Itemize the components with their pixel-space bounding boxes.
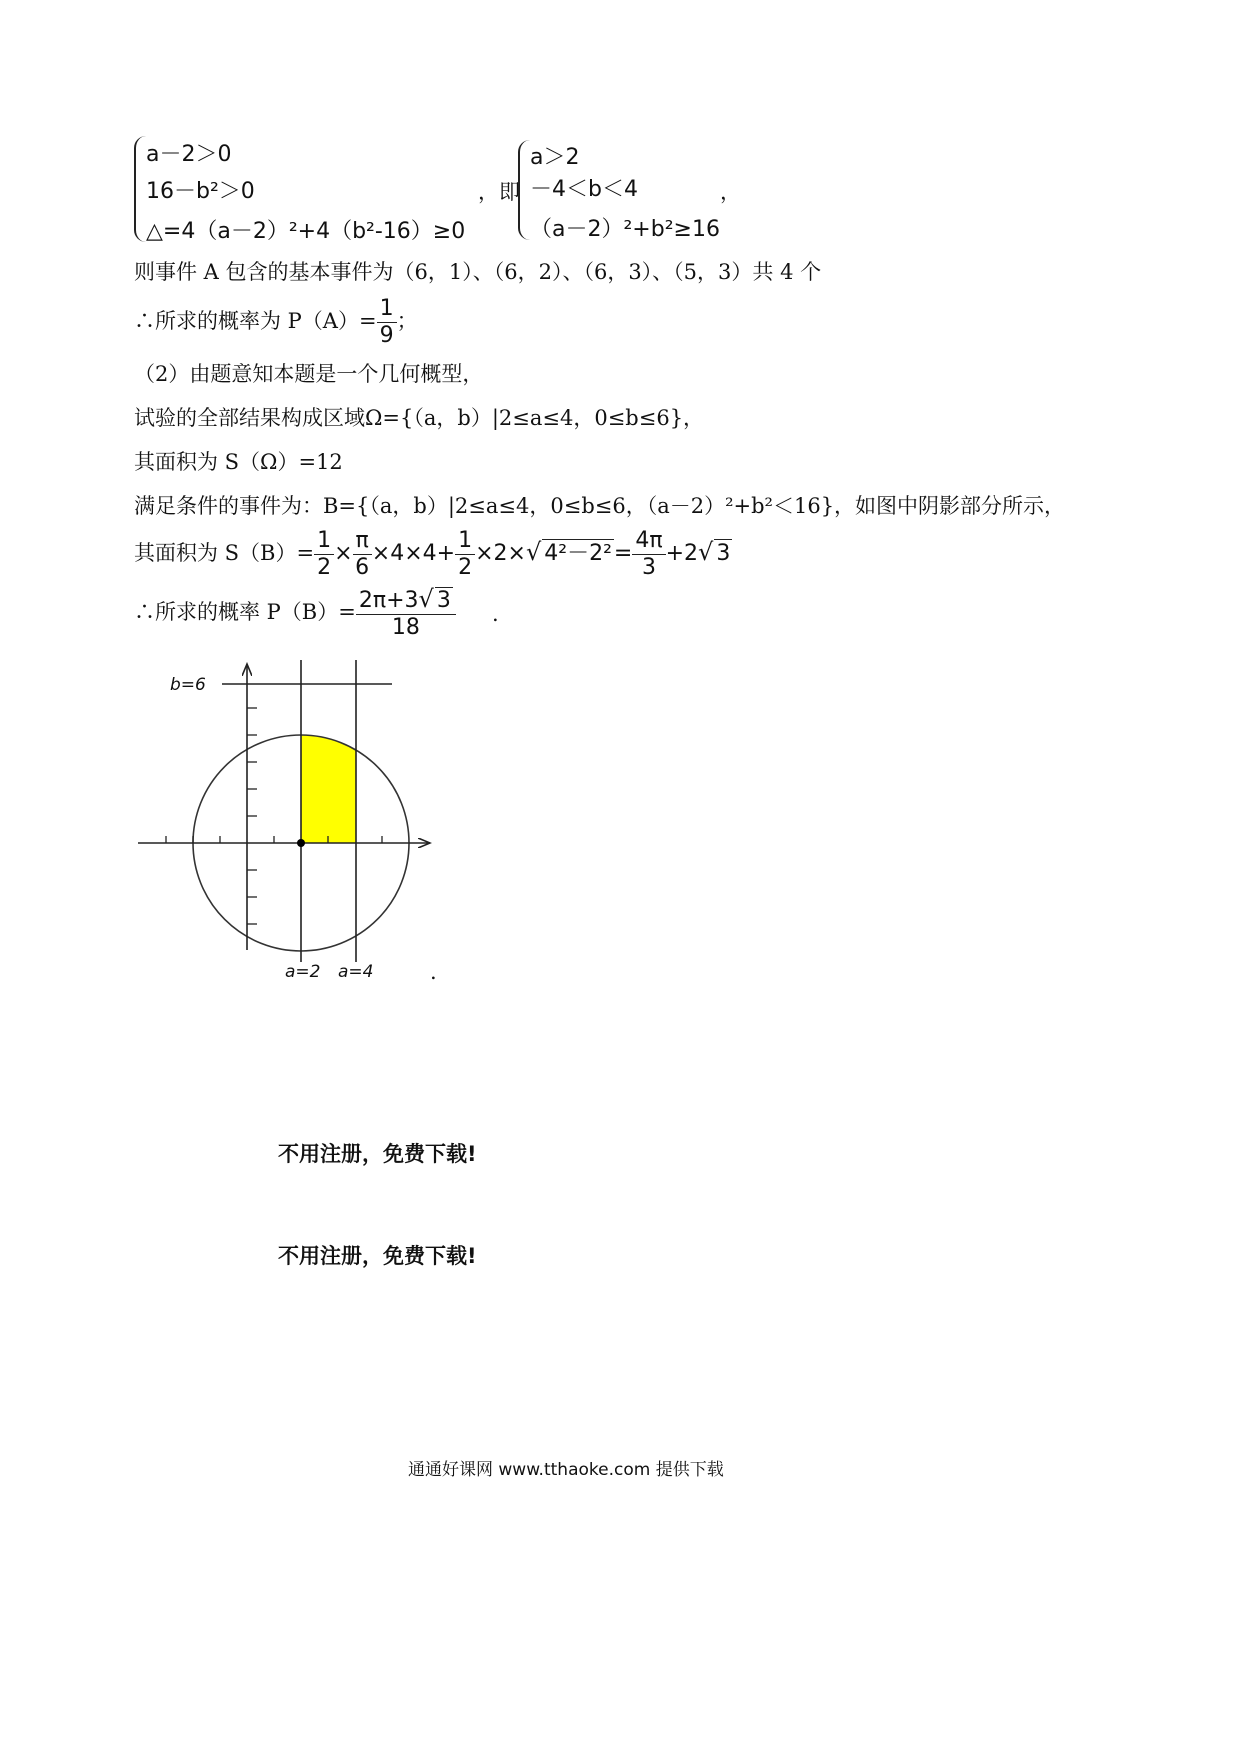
event-b-line: 满足条件的事件为：B={（a，b）|2≤a≤4，0≤b≤6，（a－2）²+b²＜16}，如图中阴影部分所示， [134, 494, 1066, 518]
sqrt-sign-2: √ [698, 538, 714, 566]
sqrt-sign-3: √ [418, 585, 434, 613]
label-b6: b=6 [170, 675, 206, 695]
prob-b-prefix: ∴所求的概率 P（B）= [134, 600, 356, 624]
system2-line3: （a－2）²+b²≥16 [530, 217, 720, 242]
system1-line1: a－2＞0 [146, 142, 232, 167]
area-b-frac2-den: 6 [355, 555, 370, 580]
label-a4: a=4 [338, 962, 374, 982]
area-b-frac2-num: π [353, 528, 372, 555]
trailing-comma: ， [720, 180, 741, 204]
prob-b-num-radicand: 3 [436, 588, 451, 613]
area-b-line [134, 528, 732, 581]
label-a2: a=2 [285, 962, 321, 982]
area-b-frac1-den: 2 [317, 555, 332, 580]
y-axis-ticks [247, 708, 257, 924]
prob-a-fraction [377, 296, 397, 349]
prob-a-line [134, 296, 418, 349]
area-b-prefix: 其面积为 S（B）= [134, 541, 315, 565]
area-b-eq: = [613, 541, 633, 566]
prob-b-num-a: 2π+3 [358, 588, 419, 613]
sqrt-sign-1: √ [525, 538, 542, 566]
prob-a-den: 9 [379, 323, 394, 348]
system1-line3: △=4（a－2）²+4（b²-16）≥0 [146, 219, 466, 244]
area-b-times2: ×2× [475, 541, 526, 566]
omega-line: 试验的全部结果构成区域Ω={（a，b）|2≤a≤4，0≤b≤6}， [134, 406, 705, 430]
prob-a-suffix: ； [396, 309, 418, 333]
figure-trailing-dot: . [430, 960, 437, 984]
page-footer: 通通好课网 www.tthaoke.com 提供下载 [408, 1460, 724, 1480]
prob-b-den: 18 [391, 615, 420, 640]
connector-text: ，即 [478, 180, 520, 204]
promo-line-2: 不用注册，免费下载! [278, 1244, 477, 1268]
area-b-frac4-num: 4π [632, 528, 665, 555]
area-b-middle: ×4×4+ [371, 541, 456, 566]
area-b-radicand: 4²－2² [544, 541, 612, 566]
prob-b-fraction [356, 586, 456, 641]
system2-line2: －4＜b＜4 [530, 177, 638, 202]
area-b-times1: × [334, 541, 353, 566]
prob-b-line [134, 586, 456, 641]
area-b-frac4-den: 3 [641, 555, 656, 580]
prob-a-prefix: ∴所求的概率为 P（A）= [134, 309, 377, 333]
area-b-tail-radicand: 3 [716, 541, 731, 566]
area-b-tail: +2 [665, 541, 699, 566]
area-b-frac4 [632, 528, 665, 581]
area-b-frac1-num: 1 [314, 528, 334, 555]
event-a-line: 则事件 A 包含的基本事件为（6，1）、（6，2）、（6，3）、（5，3）共 4 个 [134, 260, 822, 284]
area-b-frac1 [314, 528, 334, 581]
prob-b-suffix: . [492, 602, 499, 626]
area-b-frac2 [353, 528, 372, 581]
prob-a-num: 1 [377, 296, 397, 323]
shaded-region [301, 735, 356, 843]
center-point [297, 839, 305, 847]
part2-line: （2）由题意知本题是一个几何概型， [134, 362, 484, 386]
area-b-frac3 [455, 528, 475, 581]
promo-line-1: 不用注册，免费下载! [278, 1142, 477, 1166]
system1-line2: 16－b²＞0 [146, 179, 255, 204]
area-b-frac3-num: 1 [455, 528, 475, 555]
prob-b-num [356, 586, 456, 615]
area-omega-line: 其面积为 S（Ω）=12 [134, 450, 343, 474]
area-b-frac3-den: 2 [458, 555, 473, 580]
geometry-figure [130, 650, 440, 985]
system2-line1: a＞2 [530, 145, 580, 170]
